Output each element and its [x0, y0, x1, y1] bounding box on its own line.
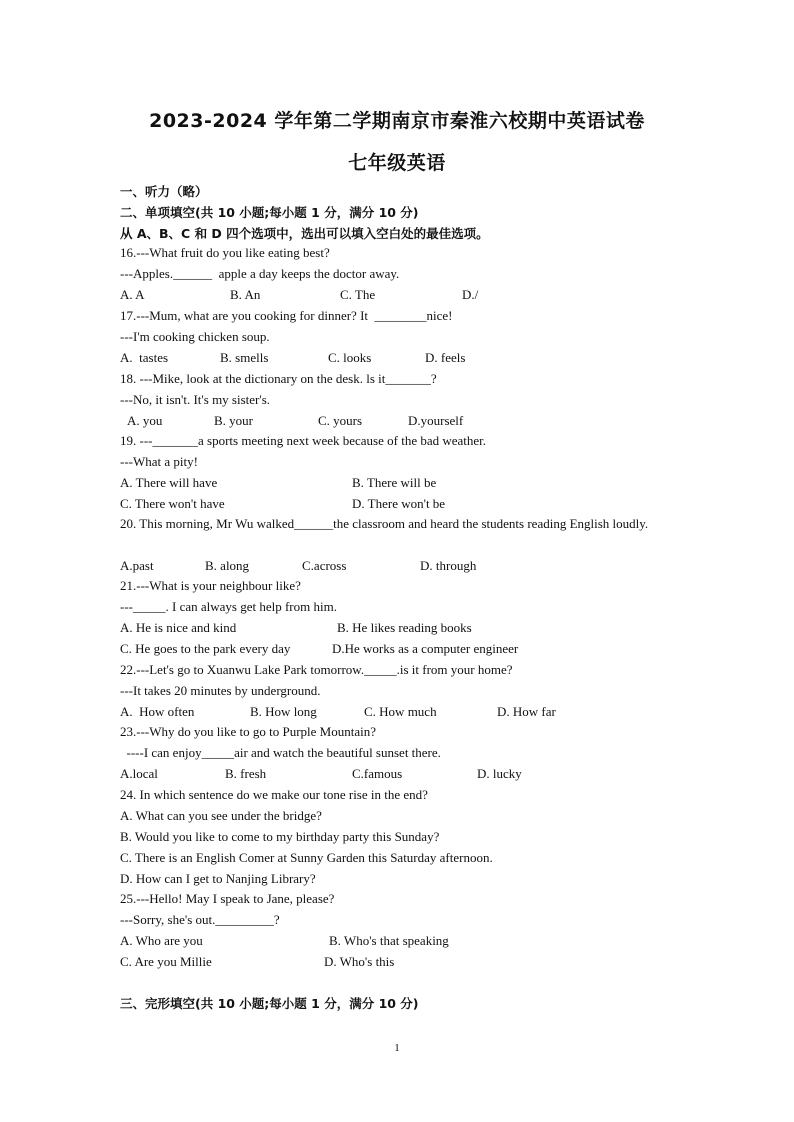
page-number: 1 — [394, 1042, 400, 1054]
question-25-reply: ---Sorry, she's out._________? — [120, 912, 280, 927]
question-21-option-a: A. He is nice and kind — [120, 620, 237, 635]
question-19-reply: ---What a pity! — [120, 454, 198, 469]
question-22-option-a: A. How often — [120, 704, 195, 719]
question-17-stem: 17.---Mum, what are you cooking for dinner? It ________nice! — [120, 308, 453, 323]
question-23-stem: 23.---Why do you like to go to Purple Mountain? — [120, 724, 376, 739]
question-19-stem: 19. ---_______a sports meeting next week because of the bad weather. — [120, 433, 487, 448]
question-21-option-c: C. He goes to the park every day — [120, 641, 291, 656]
question-18-option-a: A. you — [127, 413, 163, 428]
question-16-option-a: A. A — [120, 287, 145, 302]
question-19-option-c: C. There won't have — [120, 496, 225, 511]
question-18-option-d: D.yourself — [408, 413, 464, 428]
question-25-option-b: B. Who's that speaking — [329, 933, 449, 948]
question-18-option-c: C. yours — [318, 413, 363, 428]
question-20-stem: 20. This morning, Mr Wu walked______the classroom and heard the students reading English loudly. — [120, 516, 649, 531]
question-18-reply: ---No, it isn't. It's my sister's. — [120, 392, 271, 407]
question-18-stem: 18. ---Mike, look at the dictionary on the desk. ls it_______? — [120, 371, 437, 386]
question-16-option-c: C. The — [340, 287, 376, 302]
question-25-option-d: D. Who's this — [324, 954, 395, 969]
question-23-option-c: C.famous — [352, 766, 403, 781]
question-22-option-c: C. How much — [364, 704, 437, 719]
question-23-option-b: B. fresh — [225, 766, 267, 781]
question-17-option-c: C. looks — [328, 350, 372, 365]
question-24-option-c: C. There is an English Comer at Sunny Garden this Saturday afternoon. — [120, 850, 493, 865]
question-22-stem: 22.---Let's go to Xuanwu Lake Park tomorrow._____.is it from your home? — [120, 662, 513, 677]
question-23-option-d: D. lucky — [477, 766, 522, 781]
question-24-option-d: D. How can I get to Nanjing Library? — [120, 871, 316, 886]
question-21-reply: ---_____. I can always get help from him. — [120, 599, 337, 614]
question-22-reply: ---It takes 20 minutes by underground. — [120, 683, 321, 698]
section-single-choice-heading: 二、单项填空(共 10 小题;每小题 1 分，满分 10 分) — [120, 205, 419, 220]
question-24-option-b: B. Would you like to come to my birthday party this Sunday? — [120, 829, 440, 844]
question-19-option-d: D. There won't be — [352, 496, 446, 511]
question-23-option-a: A.local — [120, 766, 158, 781]
question-19-option-a: A. There will have — [120, 475, 218, 490]
question-17-option-b: B. smells — [220, 350, 269, 365]
question-19-option-b: B. There will be — [352, 475, 437, 490]
question-20-option-a: A.past — [120, 558, 154, 573]
question-18-option-b: B. your — [214, 413, 253, 428]
question-20-option-c: C.across — [302, 558, 347, 573]
question-24-option-a: A. What can you see under the bridge? — [120, 808, 322, 823]
section-listening-heading: 一、听力（略） — [120, 184, 208, 199]
question-25-option-c: C. Are you Millie — [120, 954, 212, 969]
question-25-option-a: A. Who are you — [120, 933, 203, 948]
question-17-option-d: D. feels — [425, 350, 466, 365]
question-17-reply: ---I'm cooking chicken soup. — [120, 329, 270, 344]
question-16-stem: 16.---What fruit do you like eating best? — [120, 245, 330, 260]
question-22-option-b: B. How long — [250, 704, 317, 719]
question-22-option-d: D. How far — [497, 704, 556, 719]
question-24-stem: 24. In which sentence do we make our tone rise in the end? — [120, 787, 428, 802]
section-cloze-heading: 三、完形填空(共 10 小题;每小题 1 分，满分 10 分) — [120, 996, 419, 1011]
question-20-option-b: B. along — [205, 558, 250, 573]
question-20-option-d: D. through — [420, 558, 477, 573]
question-21-option-b: B. He likes reading books — [337, 620, 472, 635]
exam-subtitle: 七年级英语 — [348, 152, 446, 174]
question-16-option-b: B. An — [230, 287, 261, 302]
question-16-reply: ---Apples.______ apple a day keeps the doctor away. — [120, 266, 400, 281]
question-17-option-a: A. tastes — [120, 350, 169, 365]
exam-title: 2023-2024 学年第二学期南京市秦淮六校期中英语试卷 — [149, 110, 645, 132]
section-instruction: 从 A、B、C 和 D 四个选项中，选出可以填入空白处的最佳选项。 — [120, 226, 489, 241]
question-21-stem: 21.---What is your neighbour like? — [120, 578, 301, 593]
question-21-option-d: D.He works as a computer engineer — [332, 641, 519, 656]
question-25-stem: 25.---Hello! May I speak to Jane, please? — [120, 891, 335, 906]
question-23-reply: ----I can enjoy_____air and watch the beautiful sunset there. — [120, 745, 441, 760]
question-16-option-d: D./ — [462, 287, 479, 302]
